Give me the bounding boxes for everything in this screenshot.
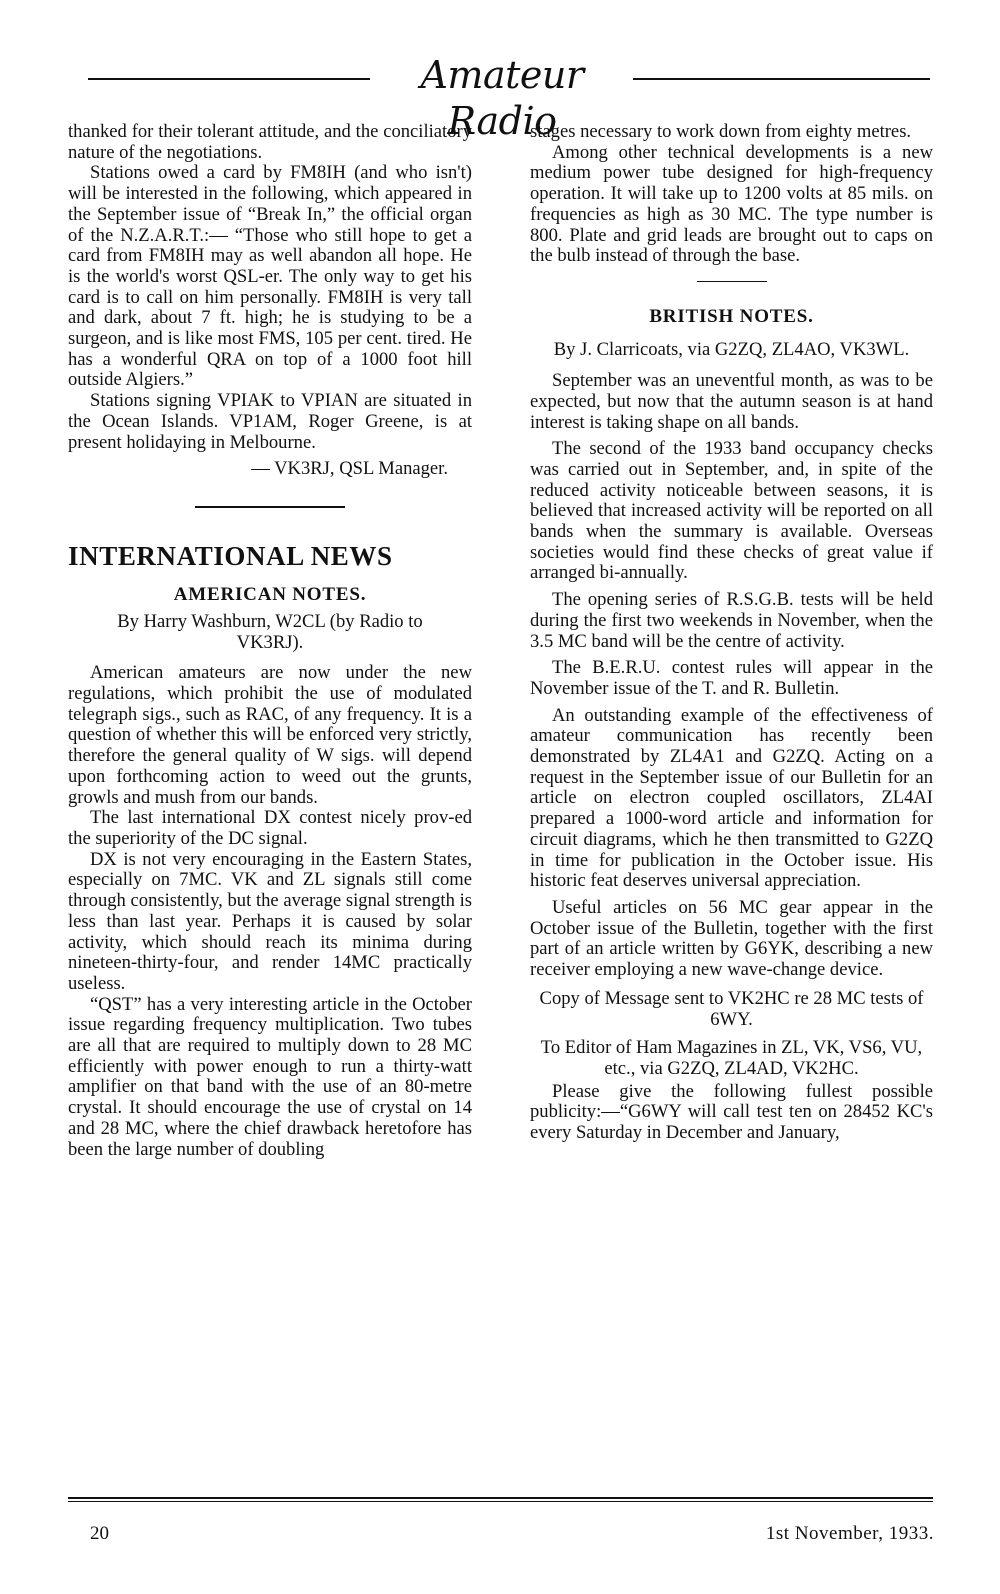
issue-date: 1st November, 1933. bbox=[765, 1523, 934, 1544]
british-paragraph-6: Useful articles on 56 MC gear appear in the October issue of the Bulletin, together with the first part of an article written by G6YK, describing a new receiver employing a new wave-change device. bbox=[530, 897, 933, 981]
american-notes-title: AMERICAN NOTES. bbox=[173, 583, 367, 605]
message-text: Please give the following fullest possible publicity:—“G6WY will call test ten on 28452 KC's every Saturday in December and January, bbox=[530, 1080, 933, 1144]
british-paragraph-4: The B.E.R.U. contest rules will appear in the November issue of the T. and R. Bulletin. bbox=[530, 657, 933, 699]
british-notes-title: BRITISH NOTES. bbox=[649, 306, 814, 328]
qsl-paragraph-2: Stations owed a card by FM8IH (and who isn't) will be interested in the following, which appeared in the September issue of “Break In,” the official organ of the N.Z.A.R.T.:— “Those who still hope to get a card from FM8IH may as well abandon all hope. He is the world's worst QSL-er. The only way to get his card is to call on him personally. FM8IH is very tall and dark, about 7 ft. high; he is studying to be a surgeon, and is like most FMS, 105 per cent. tired. He has a wonderful QRA on top of a 1000 foot hill outside Algiers.” bbox=[68, 162, 472, 391]
qsl-paragraph-1: thanked for their tolerant attitude, and the conciliatory nature of the negotiations. bbox=[68, 121, 472, 163]
qsl-paragraph-3: Stations signing VPIAK to VPIAN are situated in the Ocean Islands. VP1AM, Roger Greene, is at present holidaying in Melbourne. bbox=[68, 390, 472, 453]
british-paragraph-5: An outstanding example of the effectiveness of amateur communication has recently been demonstrated by ZL4A1 and G2ZQ. Acting on a request in the September issue of our Bulletin for an article on electron coupled oscillators, ZL4AI prepared a 1000-word article and information for circuit diagrams, which he then transmitted to G2ZQ in time for publication in the October issue. His historic feat deserves universal appreciation. bbox=[530, 704, 933, 892]
qsl-signature: — VK3RJ, QSL Manager. bbox=[251, 458, 448, 480]
american-byline: By Harry Washburn, W2CL (by Radio to VK3RJ). bbox=[117, 610, 423, 653]
page-number: 20 bbox=[90, 1523, 109, 1544]
american-paragraph-2: The last international DX contest nicely prov-ed the superiority of the DC signal. bbox=[68, 807, 472, 849]
british-paragraph-3: The opening series of R.S.G.B. tests will be held during the first two weekends in November, when the 3.5 MC band will be the centre of activity. bbox=[530, 589, 933, 652]
message-address: To Editor of Ham Magazines in ZL, VK, VS6, VU, etc., via G2ZQ, ZL4AD, VK2HC. bbox=[540, 1037, 923, 1079]
american-continued-1: stages necessary to work down from eighty metres. bbox=[530, 121, 912, 142]
footer-rule bbox=[68, 1497, 933, 1499]
british-paragraph-1: September was an uneventful month, as was to be expected, but now that the autumn season is at hand interest is taking shape on all bands. bbox=[530, 370, 933, 433]
header-rule-left bbox=[88, 78, 370, 80]
international-news-title: INTERNATIONAL NEWS bbox=[68, 540, 393, 571]
footer-rule-thin bbox=[68, 1501, 933, 1502]
american-paragraph-1: American amateurs are now under the new regulations, which prohibit the use of modulated telegraph sigs., such as RAC, of any frequency. It is a question of whether this will be enforced very strictly, therefore the general quality of W sigs. will depend upon forthcoming action to weed out the grunts, growls and mush from our bands. bbox=[68, 662, 472, 808]
american-continued-2: Among other technical developments is a new medium power tube designed for high-frequency operation. It will take up to 1200 volts at 85 mils. on frequencies as high as 30 MC. The type number is 800. Plate and grid leads are brought out to caps on the bulb instead of through the base. bbox=[530, 141, 933, 267]
header-rule-right bbox=[633, 78, 930, 80]
american-paragraph-3: DX is not very encouraging in the Eastern States, especially on 7MC. VK and ZL signals still come through consistently, but the average signal strength is less than last year. Perhaps it is caused by solar activity, which should reach its minima during nineteen-thirty-four, and render 14MC practically useless. bbox=[68, 848, 472, 994]
section-divider-short bbox=[697, 281, 767, 283]
section-divider bbox=[195, 506, 345, 508]
american-paragraph-4: “QST” has a very interesting article in the October issue regarding frequency multiplication. Two tubes are all that are required to multiply down to 28 MC efficiently with power enough to run a thirty-watt amplifier on that band with the use of an 80-metre crystal. It should encourage the use of crystal on 14 and 28 MC, where the chief drawback heretofore has been the large number of doubling bbox=[68, 993, 472, 1160]
british-paragraph-2: The second of the 1933 band occupancy checks was carried out in September, and, in spite of the reduced activity noticeable between seasons, it is believed that increased activity will be reported on all bands when the summary is available. Overseas societies would find these checks of great value if arranged bi-annually. bbox=[530, 438, 933, 584]
message-heading: Copy of Message sent to VK2HC re 28 MC tests of 6WY. bbox=[539, 987, 924, 1030]
right-column bbox=[530, 122, 933, 1144]
british-byline: By J. Clarricoats, via G2ZQ, ZL4AO, VK3WL. bbox=[553, 339, 910, 361]
masthead-title: Amateur Radio bbox=[420, 53, 584, 143]
left-column bbox=[68, 122, 472, 1160]
